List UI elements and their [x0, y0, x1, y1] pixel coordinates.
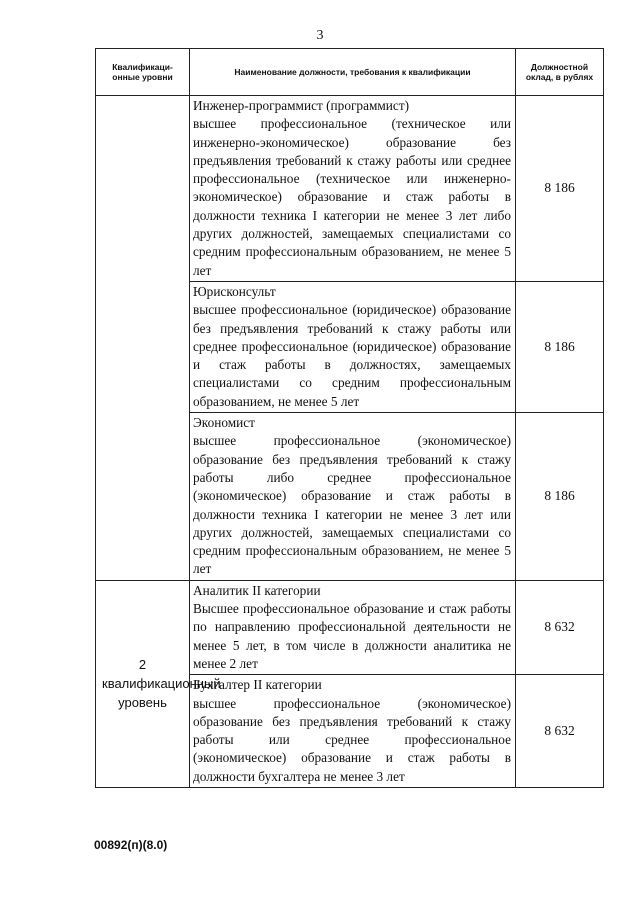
- position-title: Юрисконсульт: [193, 283, 276, 299]
- position-title: Бухгалтер II категории: [193, 677, 322, 693]
- page-number: 3: [316, 28, 324, 43]
- salary-value: 8 632: [516, 580, 604, 674]
- position-description: [190, 675, 516, 788]
- level-cell-empty: [96, 96, 190, 581]
- salary-value: 8 186: [516, 281, 604, 412]
- header-position-requirements: Наименование должности, требования к квалификации: [190, 49, 516, 96]
- salary-value: 8 632: [516, 675, 604, 788]
- position-requirements: высшее профессиональное (техническое или инженерно-экономическое) образование без предъявления требований к стажу работы или среднее профессиональное (техническое или инженерно-экономическое) образование и стаж работы в должности техника I категории не менее 3 лет либо других должностей, замещаемых специалистами со средним профессиональным образованием, не менее 5 лет: [193, 116, 511, 278]
- position-requirements: высшее профессиональное (экономическое) образование без предъявления требований к стажу работы либо среднее профессиональное (экономическое) образование и стаж работы в должности техника I категории не менее 3 лет или других должностей, замещаемых специалистами со средним профессиональным образованием, не менее 5 лет: [193, 433, 511, 577]
- qualification-table: [95, 48, 604, 788]
- position-requirements: Высшее профессиональное образование и стаж работы по направлению профессиональной деятельности не менее 5 лет, в том числе в должности аналитика не менее 2 лет: [193, 601, 511, 671]
- position-requirements: высшее профессиональное (юридическое) образование без предъявления требований к стажу работы или среднее профессиональное (юридическое) образование и стаж работы в должностях, замещаемых специалистами со средним профессиональным образованием, не менее 5 лет: [193, 302, 511, 409]
- table-header-row: [96, 49, 604, 96]
- qualification-level-cell: 2 квалификационный уровень: [96, 580, 190, 787]
- position-description: [190, 96, 516, 282]
- document-code: 00892(п)(8.0): [94, 838, 168, 852]
- position-description: [190, 413, 516, 581]
- position-requirements: высшее профессиональное (экономическое) образование без предъявления требований к стажу работы или среднее профессиональное (экономическое) образование и стаж работы в должности бухгалтера не менее 3 лет: [193, 695, 511, 784]
- position-title: Экономист: [193, 415, 255, 431]
- table-row: [96, 580, 604, 674]
- position-description: [190, 580, 516, 674]
- salary-value: 8 186: [516, 96, 604, 282]
- salary-value: 8 186: [516, 413, 604, 581]
- position-description: [190, 281, 516, 412]
- table-row: [96, 96, 604, 282]
- position-title: Аналитик II категории: [193, 582, 321, 598]
- header-qualification-levels: Квалификаци-онные уровни: [96, 49, 190, 96]
- header-salary: Должностной оклад, в рублях: [516, 49, 604, 96]
- position-title: Инженер-программист (программист): [193, 98, 410, 113]
